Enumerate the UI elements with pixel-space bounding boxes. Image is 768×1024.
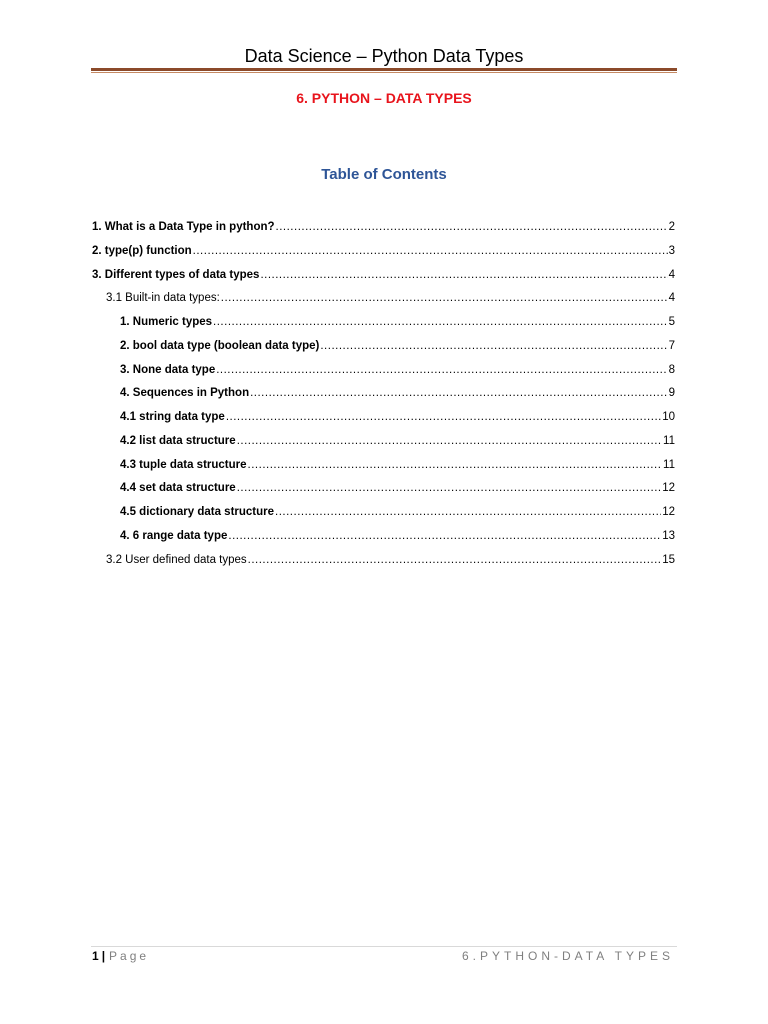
toc-dot-leader — [260, 264, 667, 288]
toc-entry-label: 3.1 Built-in data types: — [106, 292, 220, 305]
toc-entry[interactable] — [91, 287, 675, 311]
toc-dot-leader — [276, 216, 668, 240]
toc-entry[interactable] — [91, 525, 675, 549]
footer-page-number: 1 — [92, 949, 99, 963]
header-rule — [91, 68, 677, 71]
toc-entry[interactable] — [91, 454, 675, 478]
toc-entry-label: 4.3 tuple data structure — [120, 458, 247, 471]
toc-entry-page-number: 15 — [662, 553, 675, 566]
toc-entry-label: 3. Different types of data types — [92, 268, 260, 281]
toc-entry-label: 4.2 list data structure — [120, 434, 236, 447]
toc-entry[interactable] — [91, 264, 675, 288]
header-rule-accent — [91, 72, 677, 73]
toc-entry-page-number: 4 — [668, 268, 675, 281]
toc-entry[interactable] — [91, 382, 675, 406]
toc-entry-label: 3. None data type — [120, 363, 216, 376]
toc-entry[interactable] — [91, 501, 675, 525]
toc-entry-label: 4. 6 range data type — [120, 529, 228, 542]
footer-separator: | — [101, 949, 106, 963]
footer-chapter-label: 6.PYTHON-DATA TYPES — [461, 949, 674, 963]
toc-dot-leader — [228, 525, 661, 549]
toc-entry[interactable] — [91, 430, 675, 454]
toc-heading: Table of Contents — [321, 166, 447, 183]
toc-entry-label: 1. What is a Data Type in python? — [92, 221, 275, 233]
toc-entry-label: 4.1 string data type — [120, 411, 225, 423]
toc-dot-leader — [221, 287, 668, 311]
toc-entry-page-number: 11 — [663, 434, 675, 447]
toc-entry[interactable] — [91, 477, 675, 501]
toc-entry-page-number: 5 — [668, 316, 675, 328]
toc-entry-label: 2. type(p) function — [92, 244, 192, 257]
footer-rule — [91, 946, 677, 947]
toc-entry[interactable] — [91, 359, 675, 383]
toc-entry-page-number: 12 — [662, 506, 675, 518]
toc-dot-leader — [226, 406, 661, 430]
toc-dot-leader — [248, 454, 663, 478]
toc-entry-page-number: 10 — [662, 411, 675, 423]
page-header-title: Data Science – Python Data Types — [244, 46, 524, 66]
toc-entry-label: 4.5 dictionary data structure — [120, 506, 275, 518]
toc-entry-page-number: 3 — [668, 244, 675, 257]
toc-entry-label: 3.2 User defined data types — [106, 553, 247, 566]
toc-entry-page-number: 7 — [668, 339, 675, 352]
footer-page-word: Page — [109, 949, 150, 963]
chapter-title: 6. PYTHON – DATA TYPES — [296, 90, 472, 106]
toc-entry-page-number: 13 — [662, 529, 675, 542]
toc-dot-leader — [193, 240, 668, 264]
toc-dot-leader — [216, 359, 667, 383]
toc-dot-leader — [213, 311, 668, 335]
toc-entry[interactable] — [91, 549, 675, 573]
toc-entry-page-number: 11 — [663, 458, 675, 471]
toc-entry[interactable] — [91, 240, 675, 264]
toc-entry-page-number: 9 — [668, 387, 675, 400]
footer-page-indicator — [92, 948, 149, 964]
toc-entry-label: 1. Numeric types — [120, 316, 213, 328]
toc-entry-page-number: 2 — [668, 221, 675, 233]
toc-dot-leader — [250, 382, 668, 406]
toc-entry[interactable] — [91, 311, 675, 335]
toc-entry-page-number: 12 — [662, 482, 675, 495]
toc-dot-leader — [248, 549, 662, 573]
toc-entry-label: 4.4 set data structure — [120, 482, 236, 495]
toc-dot-leader — [237, 477, 662, 501]
toc-dot-leader — [237, 430, 662, 454]
toc-entry-page-number: 4 — [668, 292, 675, 305]
toc-entry[interactable] — [91, 335, 675, 359]
toc-entry-page-number: 8 — [668, 363, 675, 376]
toc-entry-label: 2. bool data type (boolean data type) — [120, 339, 320, 352]
toc-entry-label: 4. Sequences in Python — [120, 387, 250, 400]
toc-dot-leader — [320, 335, 667, 359]
toc-entry[interactable] — [91, 216, 675, 240]
toc-dot-leader — [275, 501, 661, 525]
table-of-contents — [91, 216, 675, 572]
toc-entry[interactable] — [91, 406, 675, 430]
